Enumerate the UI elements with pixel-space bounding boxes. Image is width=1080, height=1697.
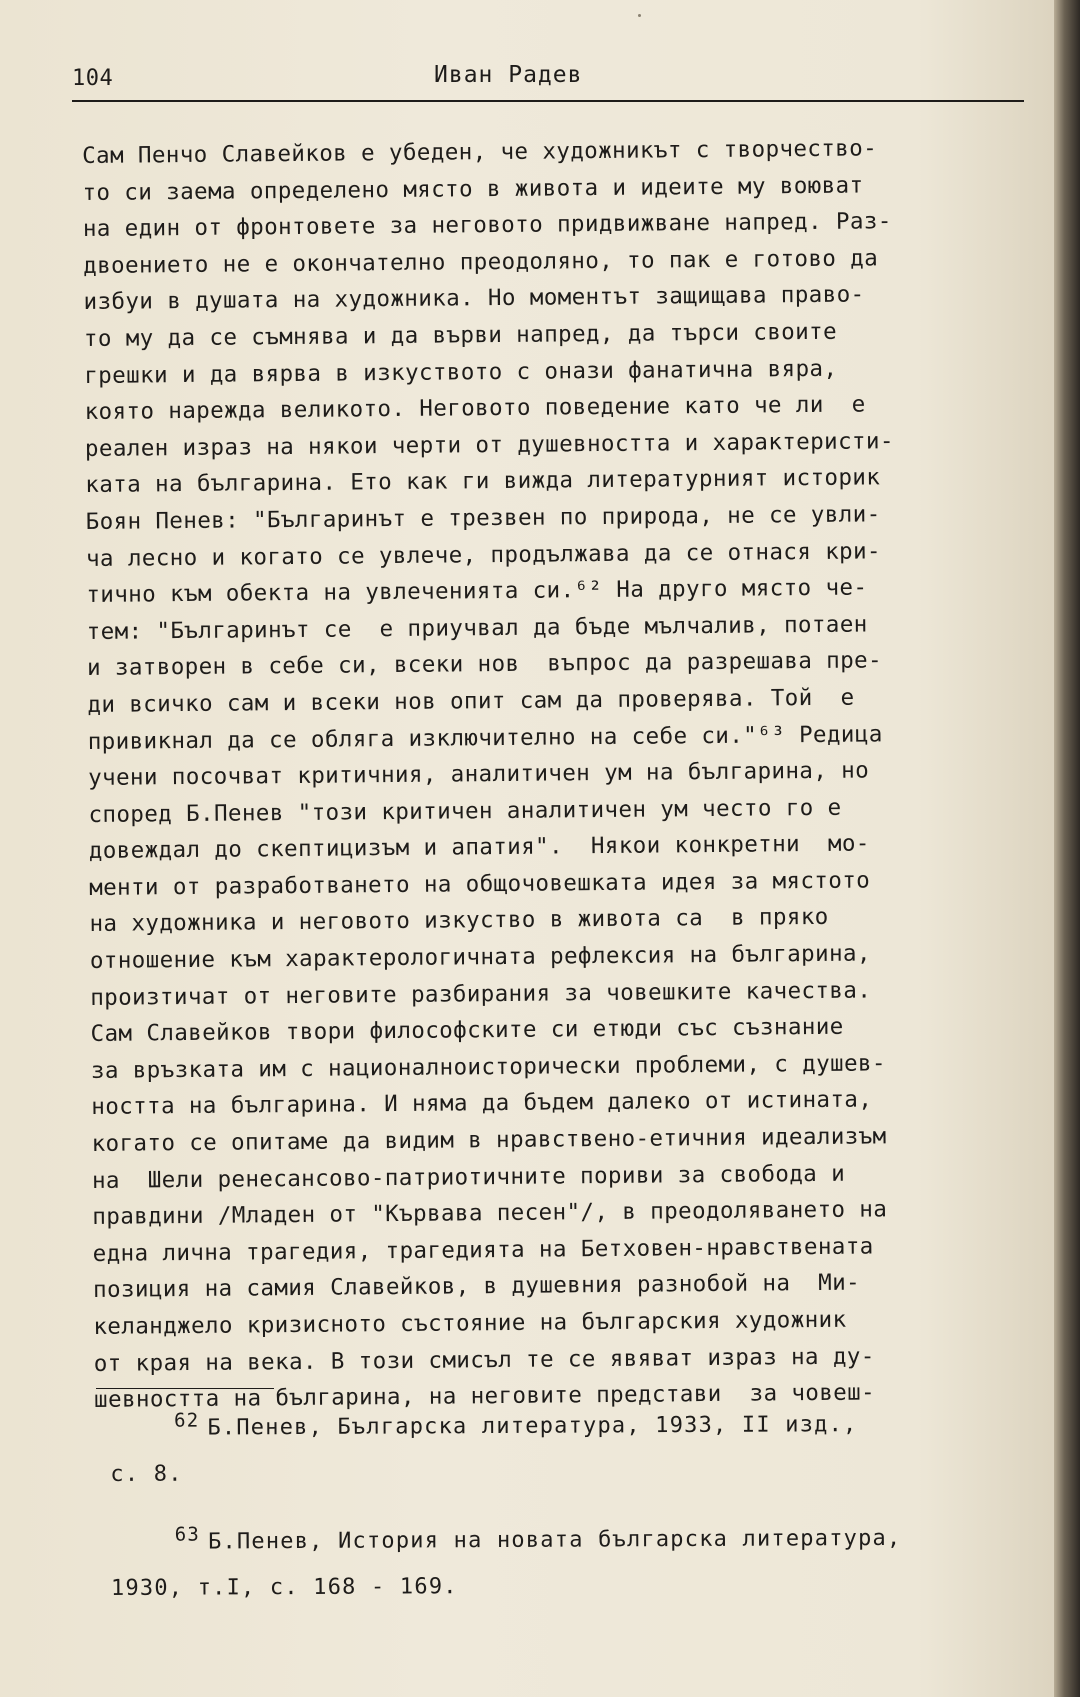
running-header <box>72 62 1024 102</box>
body-text <box>82 129 1054 1419</box>
body-line: на Шели ренесансово-патриотичните пориви за свобода и <box>91 1160 846 1194</box>
body-line: ността на българина. И няма да бъдем далеко от истината, <box>91 1086 873 1121</box>
body-line: келанджело кризисното състояние на българския художник <box>93 1306 847 1340</box>
body-line: от края на века. В този смисъл те се явяват израз на ду- <box>93 1343 875 1377</box>
body-line: реален израз на някои черти от душевността и характеристи- <box>84 427 894 462</box>
footnote-separator <box>96 1388 274 1389</box>
body-line: шевността на българина, на неговите представи за човеш- <box>93 1379 876 1414</box>
footnote-first-line <box>110 1393 1050 1452</box>
page-number: 104 <box>72 66 114 91</box>
footnote-continuation: 1930, т.I, с. 168 - 169. <box>110 1574 458 1601</box>
body-line: за връзката им с националноисторически проблеми, с душев- <box>90 1050 886 1084</box>
footnote-62 <box>110 1393 1051 1498</box>
footnote-text: Б.Пенев, История на новата българска литература, <box>207 1525 902 1555</box>
body-line: когато се опитаме да видим в нравствено-етичния идеализъм <box>91 1123 887 1157</box>
body-line: ча лесно и когато се увлече, продължава да се отнася кри- <box>85 537 882 572</box>
body-line: ката на българина. Ето как ги вижда литературният историк <box>85 464 881 499</box>
footnote-number: 63 <box>174 1523 201 1546</box>
header-rule <box>72 100 1024 102</box>
body-line: една лична трагедия, трагедията на Бетховен-нравствената <box>92 1233 874 1267</box>
body-line: учени посочват критичния, аналитичен ум на българина, но <box>88 757 870 792</box>
body-line: то му да се съмнява и да върви напред, да търси своите <box>83 318 838 352</box>
body-line: която нарежда великото. Неговото поведение като че ли е <box>84 391 866 426</box>
body-line: ди всичко сам и всеки нов опит сам да проверява. Той е <box>87 684 855 718</box>
body-line: тично към обекта на увлеченията си.⁶² На друго място че- <box>86 574 868 609</box>
print-speck <box>638 14 641 17</box>
body-line: довеждал до скептицизъм и апатия". Някои конкретни мо- <box>88 830 870 865</box>
running-title: Иван Радев <box>434 62 583 88</box>
body-line: на един от фронтовете за неговото придвижване напред. Раз- <box>82 208 892 243</box>
body-line: привикнал да се обляга изключително на себе си."⁶³ Редица <box>87 720 883 755</box>
body-line: Сам Пенчо Славейков е убеден, че художникът с творчество- <box>82 135 878 169</box>
footnotes <box>110 1393 1051 1626</box>
body-line: позиция на самия Славейков, в душевния разнобой на Ми- <box>92 1269 861 1304</box>
body-line: на художника и неговото изкуство в живота са в пряко <box>89 904 829 938</box>
body-line: то си заема определено място в живота и идеите му воюват <box>82 172 864 206</box>
body-line: Боян Пенев: "Българинът е трезвен по природа, не се увли- <box>85 501 881 535</box>
body-line: Сам Славейков твори философските си етюди със съзнание <box>90 1013 844 1048</box>
body-line: двоението не е окончателно преодоляно, то пак е готово да <box>83 245 879 279</box>
body-line: правдини /Младен от "Кървава песен"/, в преодоляването на <box>92 1196 888 1231</box>
footnote-continuation: с. 8. <box>110 1461 183 1487</box>
body-line: произтичат от неговите разбирания за човешките качества. <box>90 977 872 1011</box>
body-line: и затворен в себе си, всеки нов въпрос да разрешава пре- <box>86 647 883 682</box>
footnote-number: 62 <box>174 1409 200 1432</box>
footnote-63 <box>111 1507 1052 1612</box>
body-line: избуи в душата на художника. Но моментът защищава право- <box>83 281 865 316</box>
footnote-first-line <box>111 1507 1051 1566</box>
body-line: тем: "Българинът се е приучвал да бъде мълчалив, потаен <box>86 611 868 645</box>
page-edge-shadow <box>1054 0 1080 1697</box>
body-line: отношение към характерологичната рефлексия на българина, <box>89 940 871 975</box>
body-line: менти от разработването на общочовешката идея за мястото <box>89 867 871 901</box>
body-line: според Б.Пенев "този критичен аналитичен ум често го е <box>88 794 842 828</box>
footnote-text: Б.Пенев, Българска литература, 1933, II изд., <box>207 1412 858 1441</box>
body-line: грешки и да вярва в изкуството с онази фанатична вяра, <box>84 355 838 389</box>
